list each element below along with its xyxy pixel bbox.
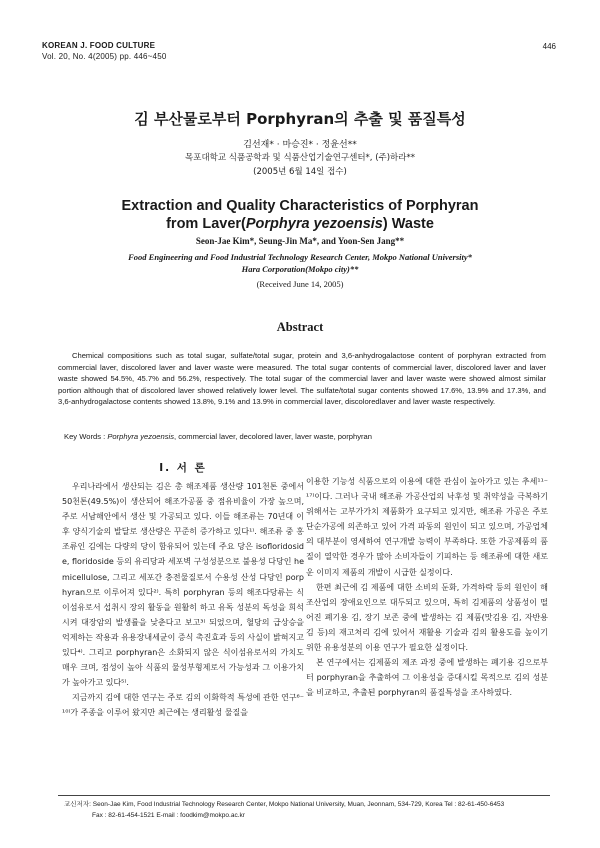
abstract-heading: Abstract <box>276 320 324 334</box>
body-paragraph: 한편 최근에 김 제품에 대한 소비의 둔화, 가격하락 등의 원인이 해조산업의 장애요인으로 대두되고 있으며, 특히 김제품의 상품성이 떨어진 폐기용 김, 장기 보존 중에 발생하는 김 제품(맛김용 김, 자반용 김 등)의 재고처리 김에 있어서 재활용 기술과 김의 활용도를 높이기 위한 유용성분의 이용 연구가 필요한 실정이다. <box>306 582 548 653</box>
page-number: 446 <box>542 42 556 51</box>
journal-name: KOREAN J. FOOD CULTURE <box>42 41 156 50</box>
keywords <box>64 432 544 441</box>
section-heading-introduction: I. 서 론 <box>159 462 207 474</box>
body-paragraph: 우리나라에서 생산되는 김은 총 해조제품 생산량 101천톤 중에서 50천톤(49.5%)이 생산되어 해조가공품 중 점유비율이 가장 높으며, 주로 서남해안에서 생산 및 가공되고 있다. 이들 해조류는 70년대 이후 양식기술의 발달로 생산량은 꾸준히 증가하고 있다¹⁾. 해조류 중 홍조류인 김에는 다량의 당이 함유되어 있는데 주요 당은 isofloridoside, floridoside 등의 유리당과 세포벽 구성성분으로 불용성 다당인 hemicellulose, 그리고 세포간 충전물질로서 수용성 산성 다당인 porphyran으로 이루어져 있다²⁾. 특히 porphyran 등의 해조다당류는 식이섬유로서 섭취시 장의 활동을 원활히 하고 유독 성분의 독성을 희석시켜 대장암의 발생률을 낮춘다고 보고³⁾ 되었으며, 혈당의 급상승을 억제하는 작용과 유용장내세균이 증식 촉진효과 등의 사실이 밝혀지고 있다⁴⁾. 그리고 porphyran은 소화되지 않은 식이섬유로서의 가치도 매우 크며, 점성이 높아 식품의 물성부형제로서 가능성과 그 이용가치가 높아가고 있다⁵⁾. <box>62 482 304 688</box>
english-affiliation-line1: Food Engineering and Food Industrial Technology Research Center, Mokpo National University* <box>128 252 472 262</box>
correspondence-author: 교신저자: Seon-Jae Kim, Food Industrial Technology Research Center, Mokpo National University, Muan, Jeonnam, 534-729, Korea Tel : 82-61-450-6453 <box>64 801 505 808</box>
korean-title: 김 부산물로부터 Porphyran의 추출 및 품질특성 <box>134 110 466 128</box>
correspondence-footnote <box>64 799 546 821</box>
title-prefix: from Laver( <box>166 216 246 232</box>
footnote-divider <box>58 795 550 796</box>
body-paragraph: 이용한 기능성 식품으로의 이용에 대한 관심이 높아가고 있는 추세¹¹⁻¹⁷⁾이다. 그러나 국내 해조류 가공산업의 낙후성 및 취약성을 극복하기 위해서는 고부가가치 제품화가 요구되고 있지만, 해조류 가공은 주로 단순가공에 의존하고 있어 가격 파동의 원인이 되고 있으며, 가공업체의 대부분이 영세하여 연구개발 능력이 부족하다. 또한 가공제품의 품질이 열악한 경우가 많아 소비자들이 기피하는 등 해조류에 대한 새로운 이미지 제품의 개발이 시급한 실정이다. <box>306 477 548 577</box>
korean-received-date: (2005년 6월 14일 접수) <box>253 167 347 177</box>
english-authors: Seon-Jae Kim*, Seung-Jin Ma*, and Yoon-Sen Jang** <box>195 236 405 246</box>
keywords-list: , commercial laver, decolored laver, laver waste, porphyran <box>174 432 372 441</box>
english-title-line2 <box>0 215 600 233</box>
body-column-left <box>62 460 304 721</box>
english-affiliation-line2: Hara Corporation(Mokpo city)** <box>241 264 359 274</box>
korean-authors: 김선재* · 마승진* · 정윤선** <box>243 140 357 150</box>
body-paragraph: 지금까지 김에 대한 연구는 주로 김의 이화학적 특성에 관한 연구⁶⁻¹⁰⁾가 주종을 이루어 왔지만 최근에는 생리활성 물질을 <box>62 693 304 718</box>
species-name: Porphyra yezoensis <box>245 216 383 232</box>
correspondence-contact: Fax : 82-61-454-1521 E-mail : foodkim@mokpo.ac.kr <box>92 812 245 819</box>
korean-affiliation: 목포대학교 식품공학과 및 식품산업기술연구센터*, (주)하라** <box>185 153 415 163</box>
journal-volume: Vol. 20, No. 4(2005) pp. 446~450 <box>42 52 167 61</box>
english-title-line1: Extraction and Quality Characteristics of Porphyran <box>121 198 479 214</box>
body-paragraph: 본 연구에서는 김제품의 제조 과정 중에 발생하는 폐기용 김으로부터 porphyran을 추출하여 그 이용성을 증대시킬 목적으로 김의 성분을 비교하고, 추출된 porphyran의 품질특성을 조사하였다. <box>306 658 548 698</box>
body-column-right <box>306 474 548 700</box>
english-title <box>0 197 600 233</box>
journal-header <box>42 40 167 62</box>
english-affiliation <box>0 251 600 275</box>
abstract-text: Chemical compositions such as total sugar, sulfate/total sugar, protein and 3,6-anhydrogalactose content of porphyran extracted from commercial laver, discolored laver and laver waste were measured. The total sugar contents of commercial laver, discolored laver and laver waste showed 54.5%, 45.7% and 56.2%, respectively. The total sugar of the commercial laver and laver waste were showed almost similar portion although that of discolored laver showed relatively lower level. The sulfate/total sugar contents showed 17.6%, 13.9% and 17.3%, and 3,6-anhydrogalactose contents showed 13.8%, 9.1% and 13.9% in commercial laver, discoloredlaver and laver waste respectively. <box>58 351 546 406</box>
keyword-species: Porphyra yezoensis <box>107 432 175 441</box>
keywords-label: Key Words : <box>64 432 108 441</box>
english-received-date: (Received June 14, 2005) <box>256 279 344 289</box>
title-suffix: ) Waste <box>382 216 434 232</box>
